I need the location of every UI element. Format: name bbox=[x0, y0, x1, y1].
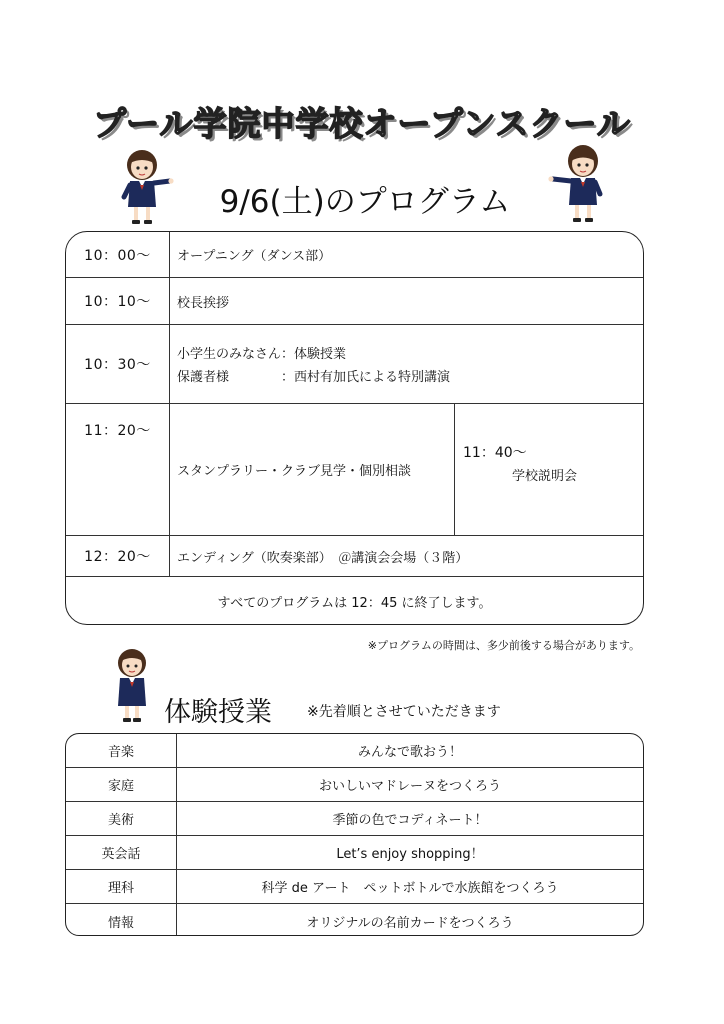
schedule-row bbox=[66, 404, 643, 536]
subject-cell: 理科 bbox=[66, 870, 177, 903]
student-illustration-right bbox=[545, 143, 607, 227]
table-row bbox=[66, 802, 643, 836]
table-row bbox=[66, 904, 643, 936]
schedule-side-time: 11：40～ bbox=[463, 445, 527, 461]
student-illustration-left bbox=[118, 147, 174, 227]
table-row bbox=[66, 734, 643, 768]
schedule-row bbox=[66, 325, 643, 404]
theme-cell: Let’s enjoy shopping！ bbox=[336, 847, 484, 862]
theme-cell: おいしいマドレーヌをつくろう bbox=[318, 779, 501, 794]
subject-cell: 情報 bbox=[66, 904, 177, 936]
schedule-item: 校長挨拶 bbox=[177, 295, 230, 311]
table-row bbox=[66, 870, 643, 904]
page-title: プール学院中学校オープンスクール bbox=[93, 104, 631, 143]
theme-cell: みんなで歌おう！ bbox=[357, 745, 462, 760]
schedule-item: オープニング（ダンス部） bbox=[177, 249, 332, 264]
schedule-time: 10：10～ bbox=[66, 278, 170, 324]
program-heading: 9/6(土)のプログラム bbox=[219, 184, 511, 220]
trial-class-note: ※先着順とさせていただきます bbox=[307, 704, 501, 720]
column-divider bbox=[454, 404, 455, 535]
schedule-time: 11：20～ bbox=[66, 404, 170, 535]
schedule-item: スタンプラリー・クラブ見学・個別相談 bbox=[177, 464, 412, 479]
theme-cell: 季節の色でコディネート！ bbox=[332, 813, 488, 828]
subject-cell: 音楽 bbox=[66, 734, 177, 767]
student-illustration-small bbox=[112, 646, 152, 726]
schedule-item bbox=[177, 343, 450, 389]
schedule-time: 10：30～ bbox=[66, 325, 170, 403]
schedule-item-line: 小学生のみなさん：体験授業 bbox=[177, 347, 347, 362]
theme-cell: オリジナルの名前カードをつくろう bbox=[306, 915, 514, 931]
schedule-item-line: 保護者様 ：西村有加氏による特別講演 bbox=[177, 370, 451, 385]
timing-note: ※プログラムの時間は、多少前後する場合があります。 bbox=[367, 639, 640, 652]
table-row bbox=[66, 768, 643, 802]
schedule-time: 12：20～ bbox=[66, 536, 170, 576]
subject-cell: 英会話 bbox=[66, 836, 177, 869]
schedule-row bbox=[66, 232, 643, 278]
schedule-row bbox=[66, 536, 643, 577]
schedule-row bbox=[66, 278, 643, 325]
schedule-table bbox=[65, 231, 644, 625]
subject-cell: 家庭 bbox=[66, 768, 177, 801]
table-row bbox=[66, 836, 643, 870]
trial-class-heading: 体験授業 bbox=[164, 697, 272, 728]
trial-class-table bbox=[65, 733, 644, 936]
schedule-side-item: 学校説明会 bbox=[512, 469, 578, 484]
schedule-end-note: すべてのプログラムは 12：45 に終了します。 bbox=[217, 596, 492, 611]
schedule-time: 10：00～ bbox=[66, 232, 170, 277]
schedule-item: エンディング（吹奏楽部） ＠講演会会場（３階） bbox=[177, 550, 469, 566]
schedule-footer-row bbox=[66, 577, 643, 625]
subject-cell: 美術 bbox=[66, 802, 177, 835]
theme-cell: 科学 de アート ペットボトルで水族館をつくろう bbox=[261, 881, 559, 896]
